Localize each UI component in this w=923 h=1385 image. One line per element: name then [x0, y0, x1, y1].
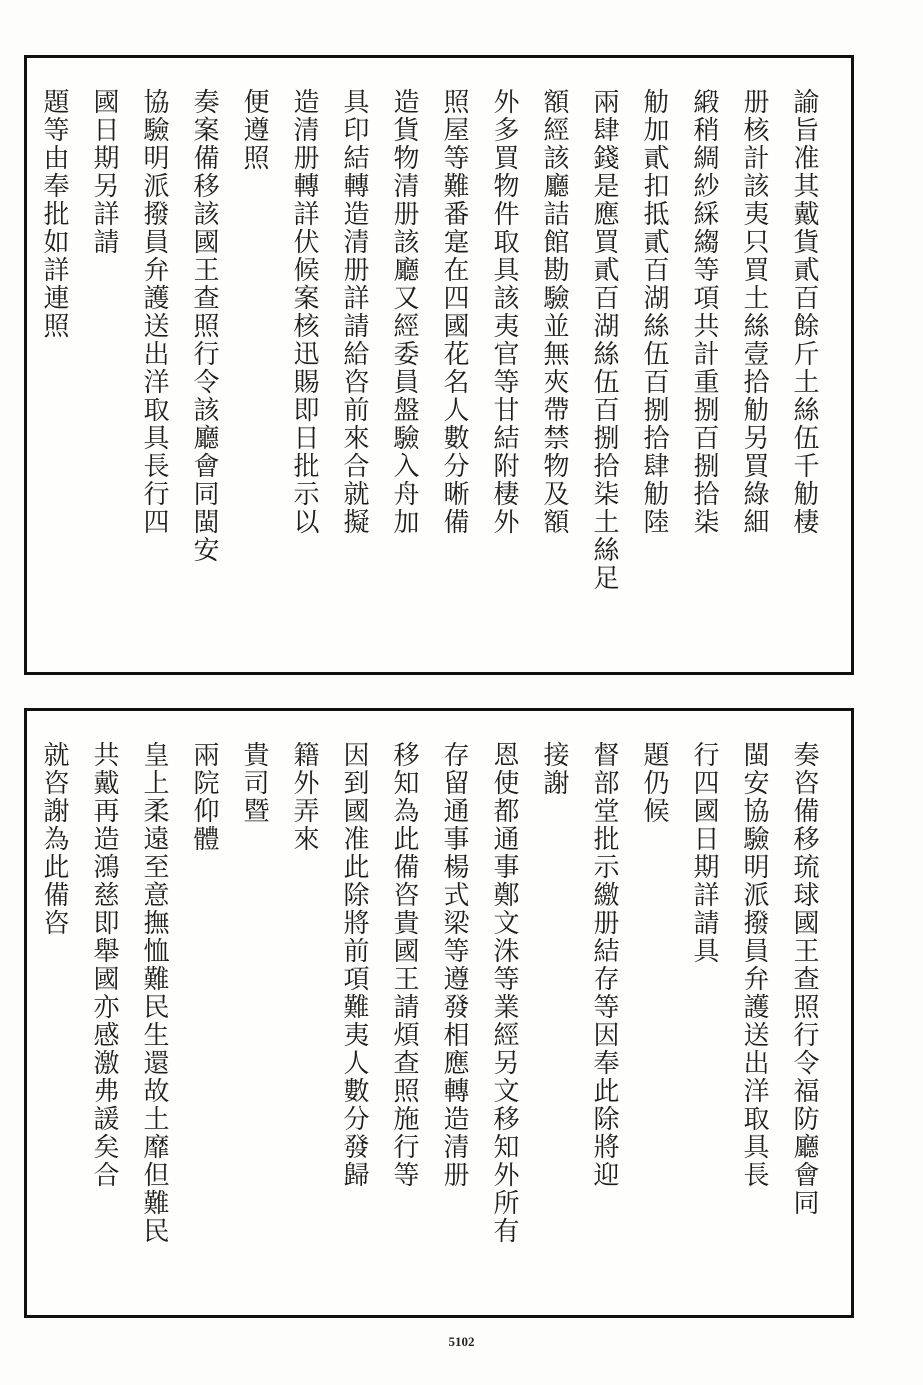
- text-column: 題等由奉批如詳連照: [39, 88, 69, 340]
- text-column: 造清册轉詳伏候案核迅賜即日批示以: [289, 88, 319, 536]
- text-column: 兩肆錢是應買貳百湖絲伍百捌拾柒土絲足: [589, 88, 619, 592]
- text-column: 觔加貳扣抵貳百湖絲伍百捌拾肆觔陸: [639, 88, 669, 536]
- text-column: 題仍候: [639, 741, 669, 825]
- text-column: 共戴再造鴻慈即舉國亦感激弗諼矣合: [89, 741, 119, 1189]
- text-column: 緞稍綢紗綵縐等項共計重捌百捌拾柒: [689, 88, 719, 536]
- text-column: 籍外弄來: [289, 741, 319, 853]
- text-column: 外多買物件取具該夷官等甘結附棲外: [489, 88, 519, 536]
- text-column: 便遵照: [239, 88, 269, 172]
- text-column: 行四國日期詳請具: [689, 741, 719, 965]
- bottom-panel: [24, 708, 854, 1318]
- text-column: 額經該廳詰館勘驗並無夾帶禁物及額: [539, 88, 569, 536]
- top-text-columns: [29, 88, 829, 648]
- text-column: 照屋等難番寔在四國花名人數分晰備: [439, 88, 469, 536]
- text-column: 國日期另詳請: [89, 88, 119, 256]
- text-column: 貴司暨: [239, 741, 269, 825]
- top-panel: [24, 55, 854, 675]
- text-column: 督部堂批示繳册結存等因奉此除將迎: [589, 741, 619, 1189]
- page-number: 5102: [448, 1334, 475, 1349]
- text-column: 移知為此備咨貴國王請煩查照施行等: [389, 741, 419, 1189]
- text-column: 諭旨准其戴貨貳百餘斤土絲伍千觔棲: [789, 88, 819, 536]
- text-column: 造貨物清册該廳又經委員盤驗入舟加: [389, 88, 419, 536]
- text-column: 恩使都通事鄭文洙等業經另文移知外所有: [489, 741, 519, 1245]
- text-column: 閩安協驗明派撥員弁護送出洋取具長: [739, 741, 769, 1189]
- text-column: 兩院仰體: [189, 741, 219, 853]
- text-column: 册核計該夷只買土絲壹拾觔另買綠細: [739, 88, 769, 536]
- text-column: 奏咨備移琉球國王查照行令福防廳會同: [789, 741, 819, 1217]
- text-column: 皇上柔遠至意撫恤難民生還故土靡但難民: [139, 741, 169, 1245]
- text-column: 接謝: [539, 741, 569, 797]
- bottom-text-columns: [29, 741, 829, 1301]
- text-column: 因到國准此除將前項難夷人數分發歸: [339, 741, 369, 1189]
- text-column: 存留通事楊式梁等遵發相應轉造清册: [439, 741, 469, 1189]
- text-column: 就咨謝為此備咨: [39, 741, 69, 937]
- text-column: 奏案備移該國王查照行令該廳會同閩安: [189, 88, 219, 564]
- text-column: 協驗明派撥員弁護送出洋取具長行四: [139, 88, 169, 536]
- text-column: 具印結轉造清册詳請給咨前來合就擬: [339, 88, 369, 536]
